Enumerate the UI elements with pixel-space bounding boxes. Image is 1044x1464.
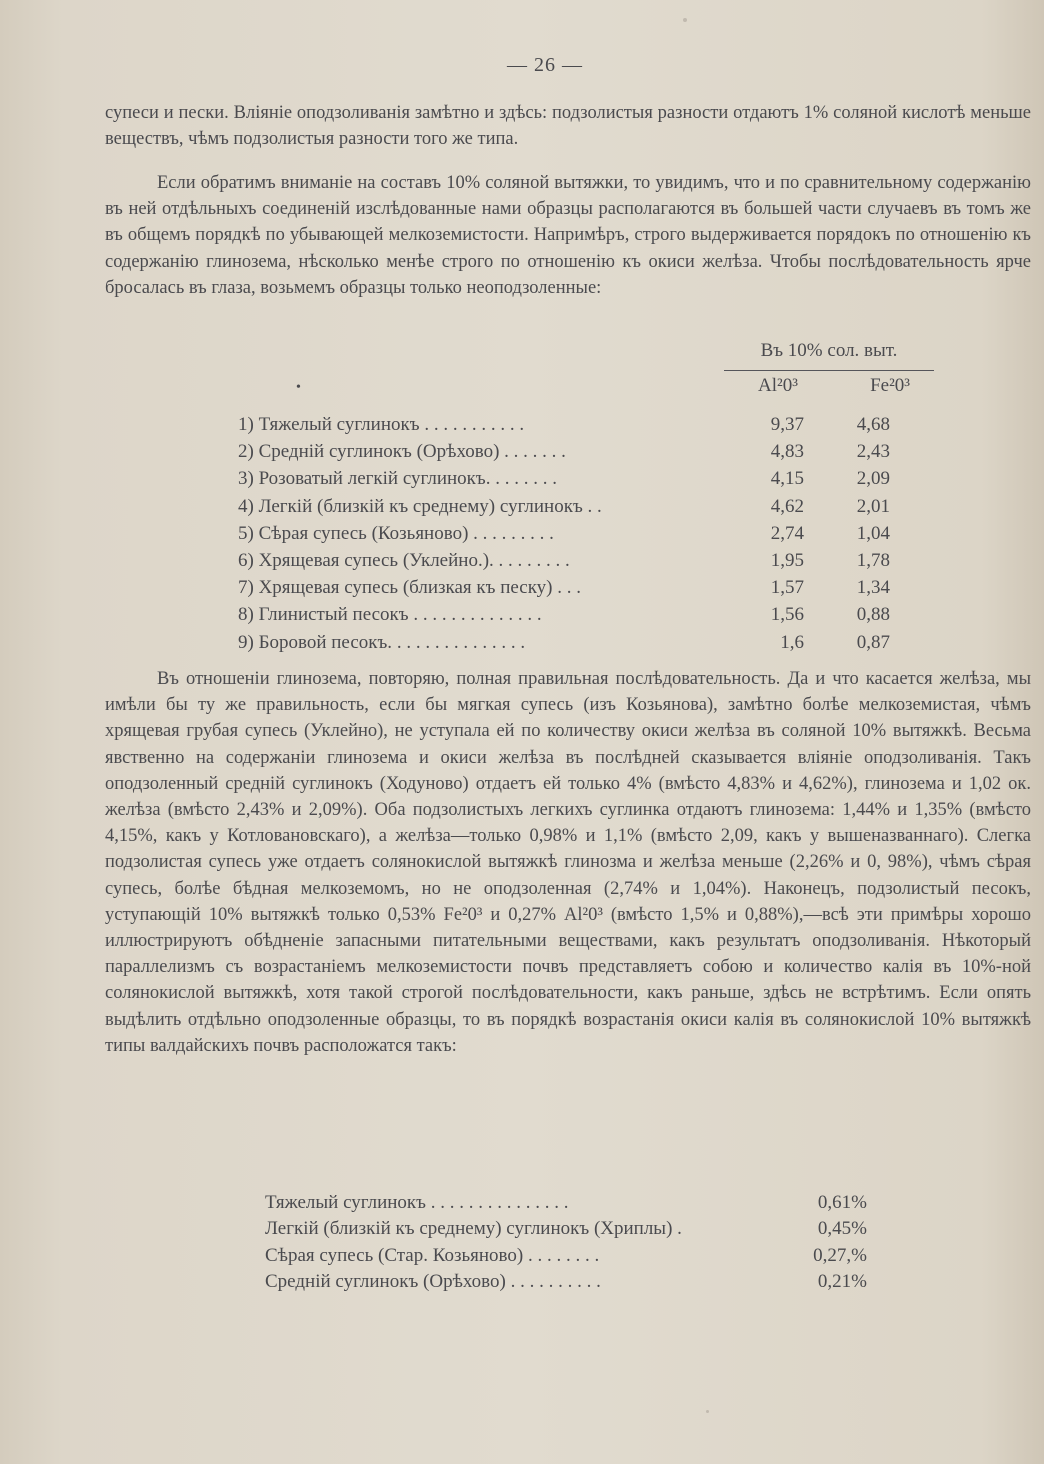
- row-dot-leader: . . . . . . .: [495, 468, 557, 490]
- row-label: [238, 547, 570, 574]
- row-fe-value: 2,01: [856, 495, 890, 517]
- row-label: [238, 574, 581, 601]
- table-group-label: Въ 10% сол. выт.: [760, 340, 898, 361]
- row-number: 7): [238, 577, 254, 599]
- row-dot-leader: . . . . . . . .: [498, 549, 570, 571]
- row-al-value: 1,57: [770, 577, 804, 599]
- potash-value: 0,27,%: [813, 1244, 867, 1266]
- row-dot-leader: . . . . . . . . . . . . . .: [413, 604, 542, 626]
- table-row: [238, 411, 918, 438]
- potash-soil-name: Средній суглинокъ (Орѣхово) . . . . . . . . . .: [265, 1271, 601, 1293]
- row-number: 4): [238, 495, 254, 517]
- row-sample-name: Розоватый легкій суглинокъ.: [258, 468, 491, 490]
- potash-value: 0,21%: [817, 1271, 867, 1293]
- row-fe-value: 0,88: [856, 604, 890, 626]
- row-label: [238, 411, 524, 438]
- row-dot-leader: . . . . . . . . .: [473, 522, 554, 544]
- row-fe-value: 1,78: [856, 549, 890, 571]
- col-header-al: Al²0³: [758, 375, 798, 396]
- row-dot-leader: . . . . . . . . . . . . . .: [396, 631, 526, 653]
- row-al-value: 4,83: [770, 441, 804, 463]
- row-label: [238, 601, 542, 628]
- row-fe-value: 1,34: [856, 577, 890, 599]
- row-sample-name: Хрящевая супесь (близкая къ песку): [258, 577, 553, 599]
- paragraph-discussion: [105, 666, 1031, 1059]
- potash-row: [265, 1190, 905, 1216]
- row-label: [238, 465, 557, 492]
- paragraph-continued: [105, 100, 1031, 152]
- table-row: [238, 547, 918, 574]
- row-label: [238, 629, 525, 656]
- table-row: [238, 574, 918, 601]
- potash-row: [265, 1243, 905, 1269]
- paper-speck: [706, 1410, 709, 1413]
- paragraph-2-text: Если обратимъ вниманіе на составъ 10% соляной вытяжки, то увидимъ, что и по сравнительному содержанію въ ней отдѣльныхъ соединеній изслѣдованные нами образцы располагаются въ большей части случаевъ въ томъ же въ общемъ порядкѣ по убывающей мелкоземистости. Напримѣръ, строго выдерживается порядокъ по отношенію къ содержанію глинозема, нѣсколько менѣе строго по отношенію къ окиси желѣза. Чтобы послѣдовательность ярче бросалась въ глаза, возьмемъ образцы только неоподзоленные:: [105, 173, 1031, 298]
- table-column-group-header: [724, 340, 934, 397]
- row-dot-leader: . . .: [557, 577, 581, 599]
- row-number: 3): [238, 468, 254, 490]
- row-sample-name: Сѣрая супесь (Козьяново): [258, 522, 469, 544]
- row-al-value: 2,74: [770, 522, 804, 544]
- row-dot-leader: . . . . . . . . . . .: [424, 414, 525, 435]
- potash-row: [265, 1269, 905, 1295]
- paragraph-1-text: супеси и пески. Вліяніе оподзоливанія замѣтно и здѣсь: подзолистыя разности отдаютъ 1% соляной кислотѣ меньше веществъ, чѣмъ подзолистыя разности того же типа.: [105, 103, 1031, 150]
- row-fe-value: 1,04: [856, 522, 890, 544]
- paragraph-3-text: Въ отношеніи глинозема, повторяю, полная правильная послѣдовательность. Да и что касается желѣза, мы имѣли бы ту же правильность, если бы мягкая супесь (изъ Козьянова), замѣтно болѣе мелкоземистая, чѣмъ хрящевая грубая супесь (Уклейно), не уступала ей по количеству окиси желѣза въ соляной 10% вытяжкѣ. Весьма явственно на содержаніи глинозема и окиси желѣза въ послѣдней сказывается вліяніе оподзоливанія. Такъ оподзоленный средній суглинокъ (Ходуново) отдаетъ ей только 4% (вмѣсто 4,83% и 4,62%), глинозема и 1,02 ок. желѣза (вмѣсто 2,43% и 2,09%). Оба подзолистыхъ легкихъ суглинка отдаютъ глинозема: 1,44% и 1,35% (вмѣсто 4,15%, какъ у Котловановскаго), а желѣза—только 0,98% и 1,1% (вмѣсто 2,09, какъ у вышеназваннаго). Слегка подзолистая супесь уже отдаетъ солянокислой вытяжкѣ глинозма и желѣза меньше (2,26% и 0, 98%), чѣмъ сѣрая супесь, болѣе бѣдная мелкоземомъ, но не оподзоленная (2,74% и 1,04%). Наконецъ, подзолистый песокъ, уступающій 10% вытяжкѣ только 0,53% Fe²0³ и 0,27% Al²0³ (вмѣсто 1,5% и 0,88%),—всѣ эти примѣры хорошо иллюстрируютъ обѣдненіе запасными питательными веществами, какъ результатъ оподзоливанія. Нѣкоторый параллелизмъ съ возрастаніемъ мелкоземистости почвъ представляетъ собою и количество калія въ 10%-ной солянокислой вытяжкѣ, хотя такой строгой послѣдовательности, какъ раньше, здѣсь не встрѣтимъ. Если опять выдѣлить отдѣльно оподзоленные образцы, то въ порядкѣ возрастанія окиси калія въ солянокислой 10% вытяжкѣ типы валдайскихъ почвъ расположатся такъ:: [105, 669, 1031, 1056]
- row-fe-value: 2,09: [856, 468, 890, 490]
- row-sample-name: Среднiй суглинокъ (Орѣхово): [258, 441, 500, 463]
- row-fe-value: 2,43: [856, 441, 890, 463]
- row-sample-name: Тяжелый суглинокъ: [258, 414, 420, 435]
- table-row: [238, 520, 918, 547]
- paper-speck: [683, 18, 687, 22]
- row-al-value: 1,95: [770, 549, 804, 571]
- paragraph-composition: [105, 170, 1031, 301]
- potash-soil-name: Легкій (близкій къ среднему) суглинокъ (Хриплы) .: [265, 1218, 682, 1240]
- row-number: 6): [238, 549, 254, 571]
- stray-ink-mark: •: [296, 380, 301, 395]
- potash-soil-name: Сѣрая супесь (Стар. Козьяново) . . . . . . . .: [265, 1244, 600, 1266]
- table-row: [238, 629, 918, 656]
- table-row: [238, 493, 918, 520]
- soil-composition-table: [238, 411, 918, 656]
- row-fe-value: 4,68: [856, 414, 890, 435]
- row-sample-name: Легкій (близкій къ среднему) суглинокъ: [258, 495, 583, 517]
- row-al-value: 1,56: [770, 604, 804, 626]
- potash-value: 0,61%: [817, 1192, 867, 1213]
- row-dot-leader: . .: [587, 495, 602, 517]
- page-number: — 26 —: [507, 54, 583, 76]
- row-number: 5): [238, 522, 254, 544]
- row-label: [238, 438, 566, 465]
- row-al-value: 9,37: [770, 414, 804, 435]
- row-dot-leader: . . . . . . .: [504, 441, 566, 463]
- table-row: [238, 438, 918, 465]
- potash-list: [265, 1190, 905, 1296]
- row-sample-name: Боровой песокъ.: [258, 631, 393, 653]
- row-number: 9): [238, 631, 254, 653]
- row-fe-value: 0,87: [856, 631, 890, 653]
- row-al-value: 4,15: [770, 468, 804, 490]
- row-sample-name: Хрящевая супесь (Уклейно.).: [258, 549, 494, 571]
- row-al-value: 1,6: [780, 631, 804, 653]
- row-label: [238, 493, 602, 520]
- table-row: [238, 465, 918, 492]
- row-al-value: 4,62: [770, 495, 804, 517]
- potash-row: [265, 1216, 905, 1242]
- col-header-fe: Fe²0³: [870, 375, 910, 396]
- row-number: 1): [238, 414, 254, 435]
- row-number: 2): [238, 441, 254, 463]
- potash-soil-name: Тяжелый суглинокъ . . . . . . . . . . . . . . .: [265, 1192, 569, 1213]
- row-label: [238, 520, 554, 547]
- row-sample-name: Глинистый песокъ: [258, 604, 409, 626]
- row-number: 8): [238, 604, 254, 626]
- potash-value: 0,45%: [817, 1218, 867, 1240]
- table-row: [238, 601, 918, 628]
